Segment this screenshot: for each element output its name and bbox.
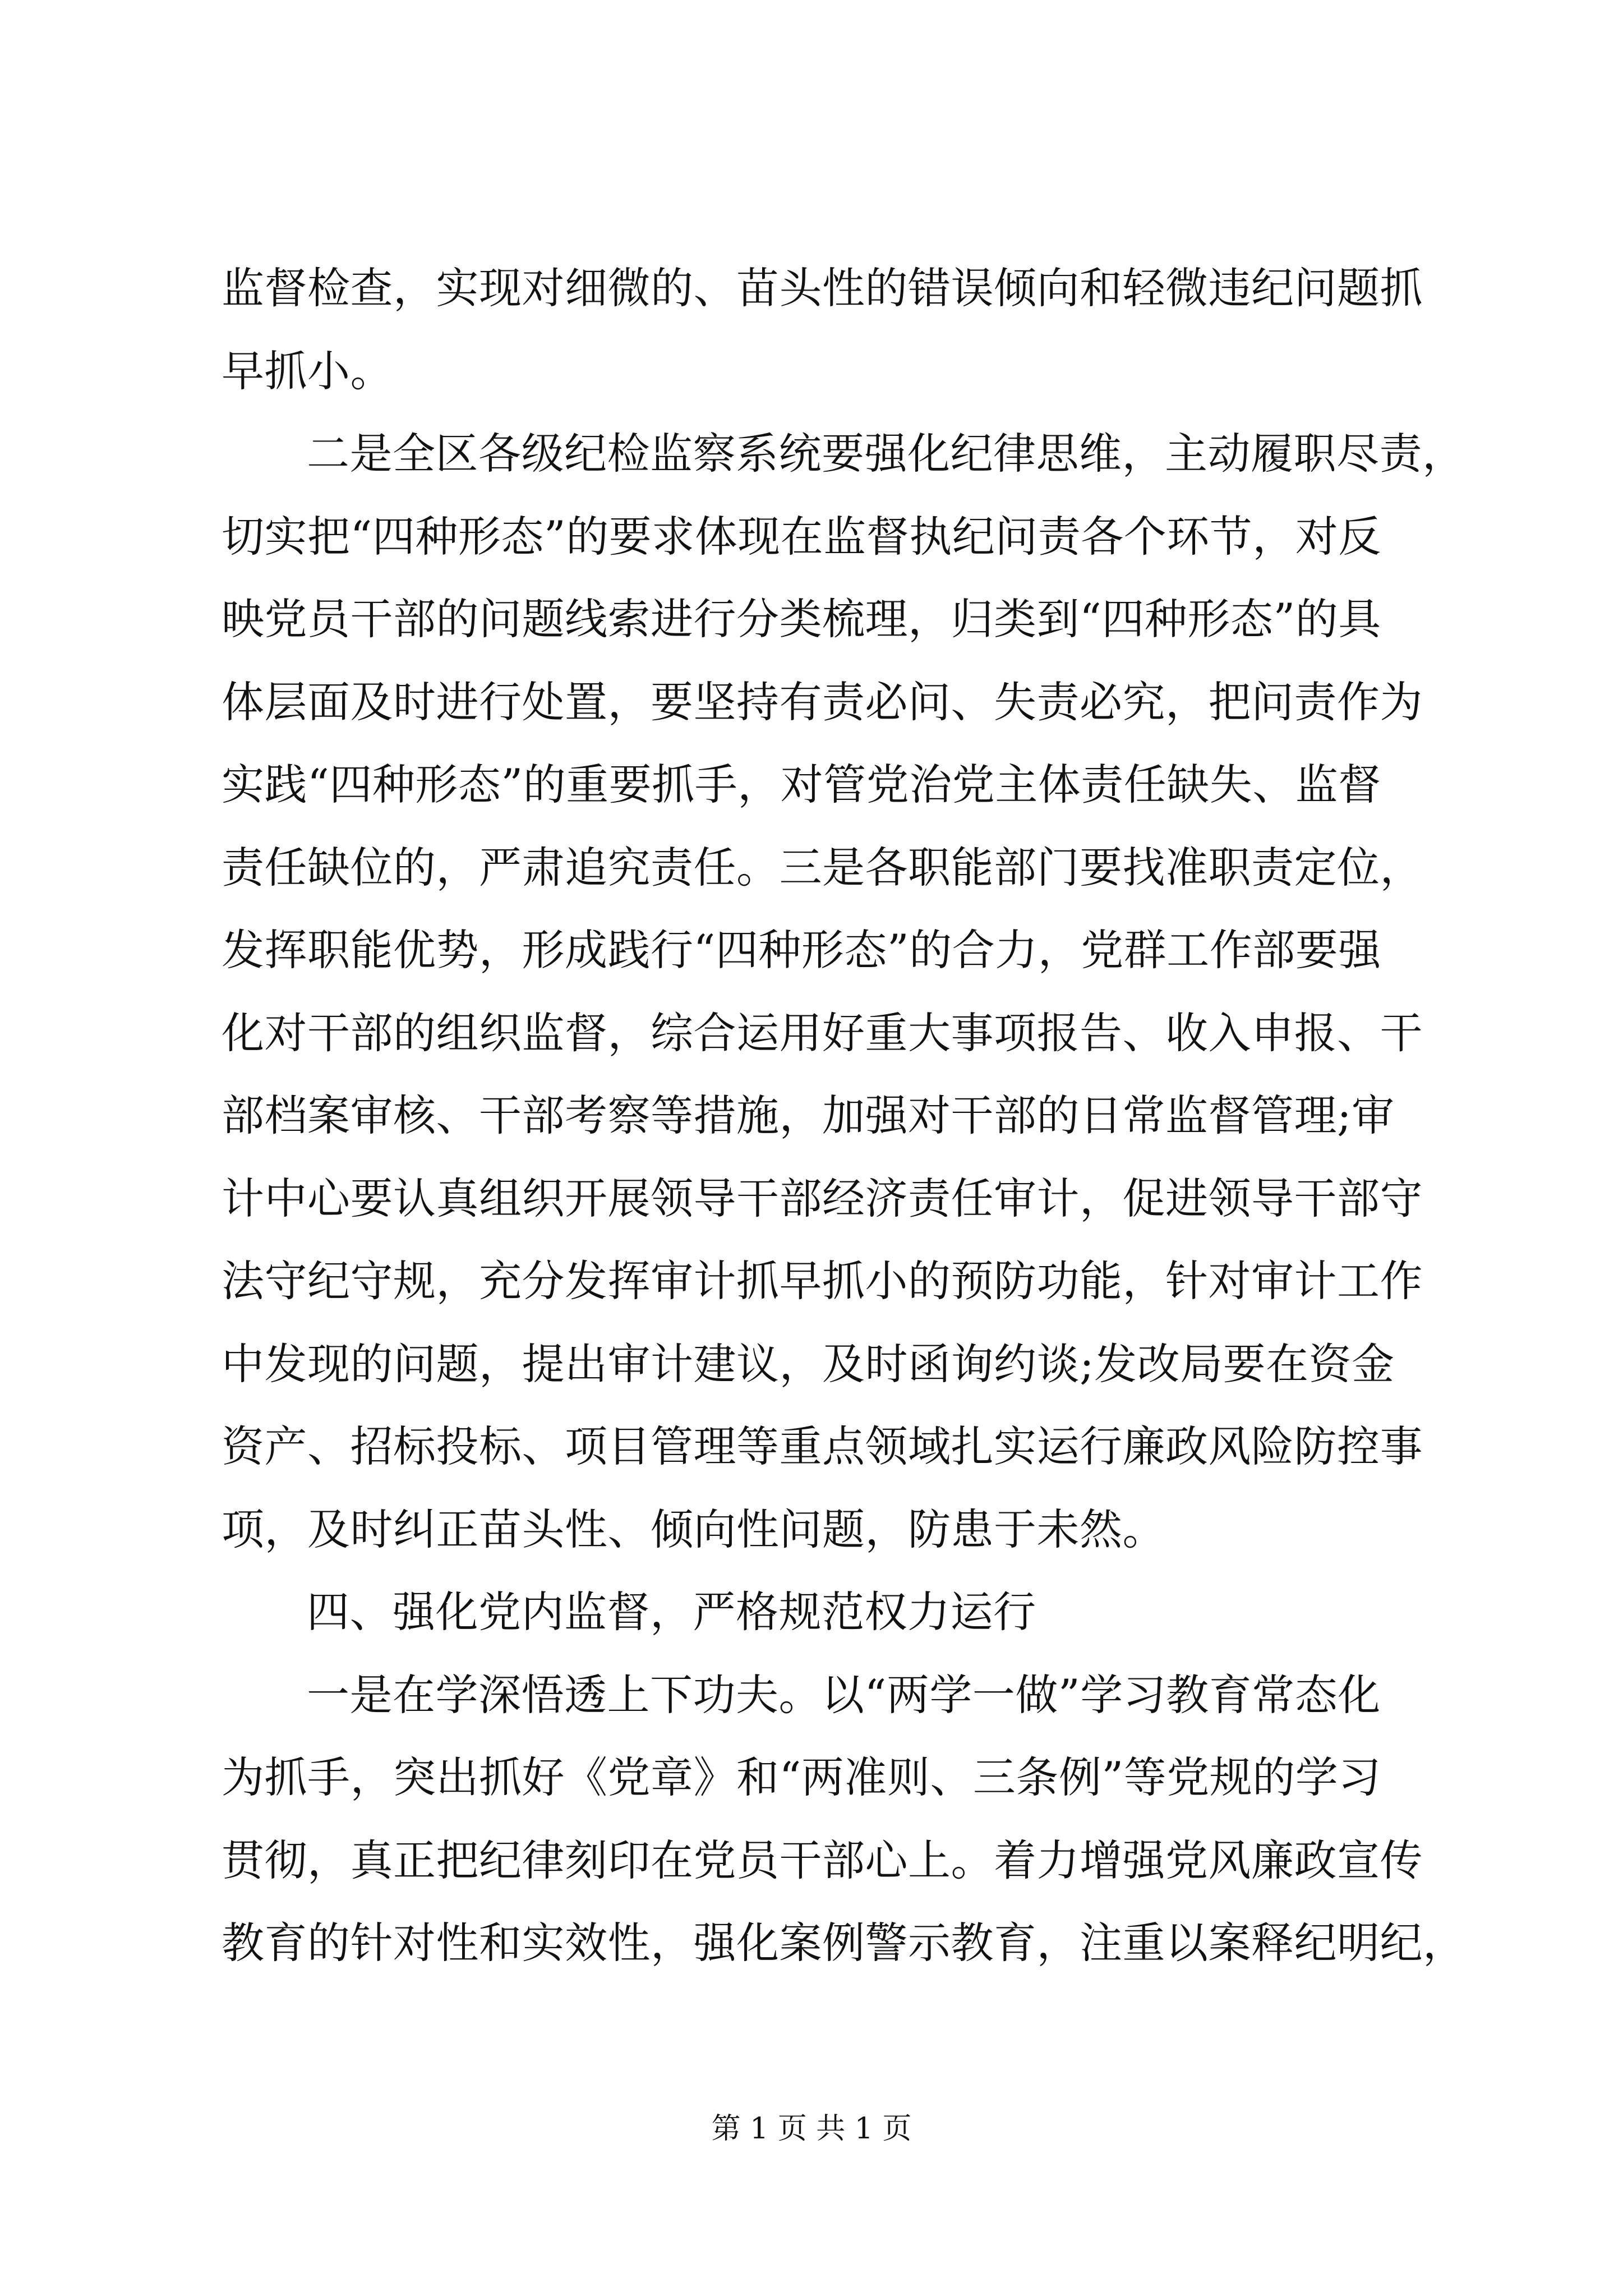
- text-line-14: 中发现的问题，提出审计建议，及时函询约谈;发改局要在资金: [222, 1338, 1395, 1389]
- text-line-3: 二是全区各级纪检监察系统要强化纪律思维，主动履职尽责，: [307, 429, 1465, 478]
- text-line-6: 体层面及时进行处置，要坚持有责必问、失责必究，把问责作为: [222, 677, 1423, 727]
- text-line-20: 贯彻，真正把纪律刻印在党员干部心上。着力增强党风廉政宣传: [222, 1835, 1423, 1885]
- text-line-18: 一是在学深悟透上下功夫。以“两学一做”学习教育常态化: [307, 1669, 1381, 1720]
- text-line-21: 教育的针对性和实效性，强化案例警示教育，注重以案释纪明纪，: [222, 1918, 1466, 1968]
- page-footer: 第 1 页 共 1 页: [711, 2112, 912, 2146]
- text-line-19: 为抓手，突出抓好《党章》和“两准则、三条例”等党规的学习: [222, 1752, 1381, 1802]
- section-heading: 四、强化党内监督，严格规范权力运行: [307, 1587, 1036, 1637]
- text-line-16: 项，及时纠正苗头性、倾向性问题，防患于未然。: [222, 1504, 1165, 1554]
- text-line-4: 切实把“四种形态”的要求体现在监督执纪问责各个环节，对反: [222, 511, 1381, 562]
- text-line-7: 实践“四种形态”的重要抓手，对管党治党主体责任缺失、监督: [222, 760, 1381, 809]
- text-line-12: 计中心要认真组织开展领导干部经济责任审计，促进领导干部守: [222, 1173, 1423, 1223]
- text-line-11: 部档案审核、干部考察等措施，加强对干部的日常监督管理;审: [222, 1091, 1395, 1140]
- text-line-15: 资产、招标投标、项目管理等重点领域扎实运行廉政风险防控事: [222, 1421, 1423, 1471]
- text-line-9: 发挥职能优势，形成践行“四种形态”的合力，党群工作部要强: [222, 925, 1381, 975]
- text-line-10: 化对干部的组织监督，综合运用好重大事项报告、收入申报、干: [222, 1007, 1423, 1058]
- text-line-13: 法守纪守规，充分发挥审计抓早抓小的预防功能，针对审计工作: [222, 1256, 1423, 1306]
- document-body: [222, 247, 1466, 1985]
- text-line-8: 责任缺位的，严肃追究责任。三是各职能部门要找准职责定位，: [222, 842, 1423, 892]
- text-line-5: 映党员干部的问题线索进行分类梳理，归类到“四种形态”的具: [222, 594, 1381, 644]
- text-line-2: 早抓小。: [222, 346, 393, 396]
- text-line-1: 监督检查，实现对细微的、苗头性的错误倾向和轻微违纪问题抓: [222, 263, 1423, 313]
